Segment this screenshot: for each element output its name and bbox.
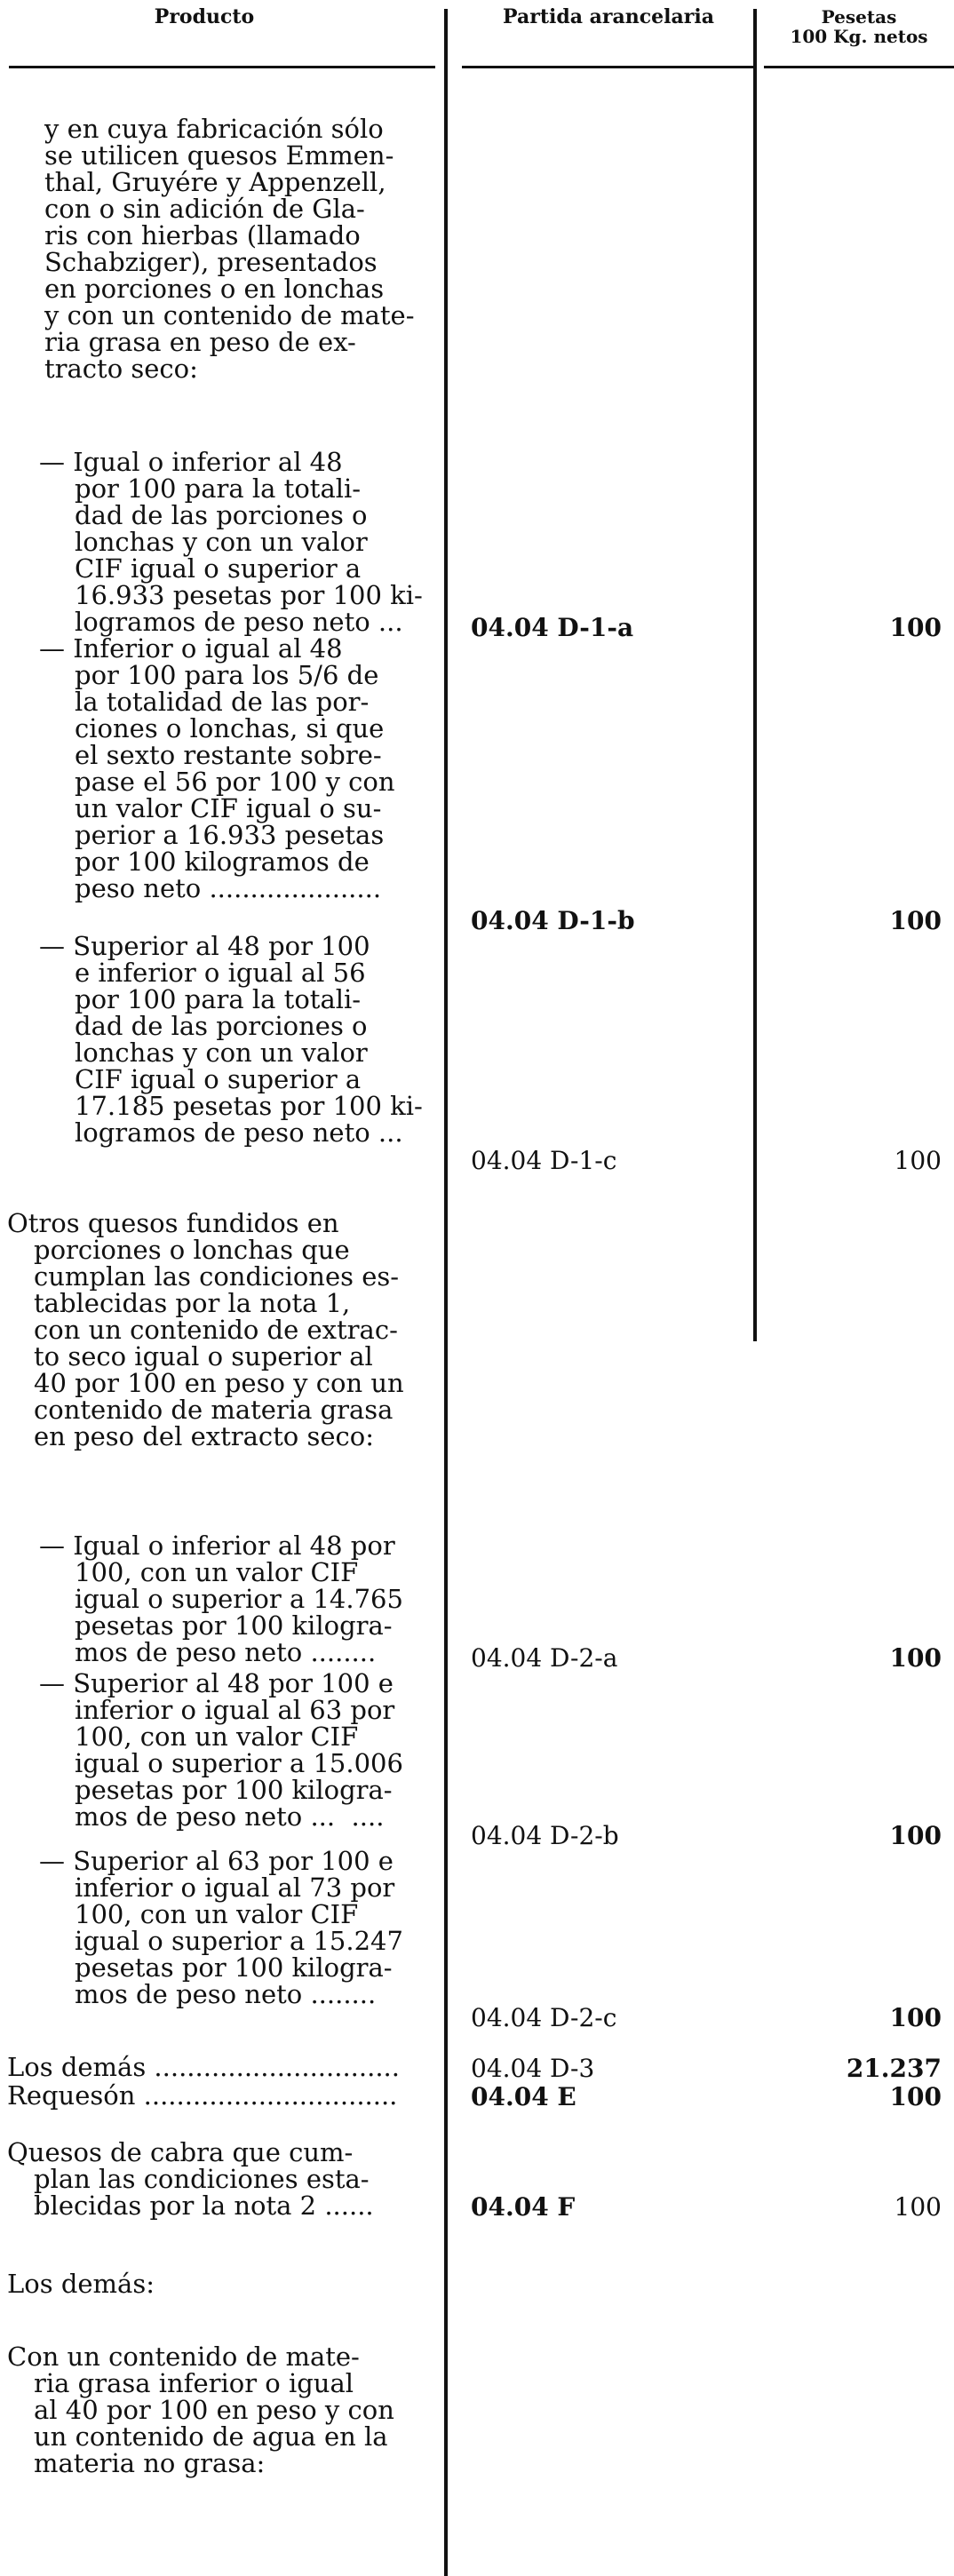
list-item: — Igual o inferior al 48 por 100, con un valor CIF igual o superior a 14.765 pesetas por 100 kilogra- mos de peso neto ........ (39, 1530, 403, 1667)
requeson-row: Requesón ............................... (7, 2080, 398, 2111)
price-value: 100 (889, 2003, 942, 2032)
price-value: 100 (894, 1146, 942, 1175)
price-value: 21.237 (846, 2054, 942, 2083)
tariff-code: 04.04 D-1-b (471, 906, 635, 935)
list-item: — Igual o inferior al 48 por 100 para la totali- dad de las porciones o lonchas y con un valor CIF igual o superior a 16.933 pesetas por 100 ki- logramos de peso neto ... (39, 447, 423, 637)
price-value: 100 (894, 2192, 942, 2222)
header-rule-pesetas (764, 66, 954, 68)
intro-paragraph: y en cuya fabricación sólo se utilicen quesos Emmen- thal, Gruyére y Appenzell, con o sin adición de Gla- ris con hierbas (llamado Schabziger), presentados en porciones o en lonchas y con un contenido de mate- ria grasa en peso de ex- tracto seco: (44, 114, 415, 384)
list-item: — Superior al 48 por 100 e inferior o igual al 63 por 100, con un valor CIF igual o superior a 15.006 pesetas por 100 kilogra- mos de peso neto ... .... (39, 1668, 403, 1832)
price-value: 100 (889, 1643, 942, 1673)
column-header-pesetas (764, 7, 954, 46)
price-value: 100 (889, 906, 942, 935)
price-value: 100 (889, 613, 942, 642)
column-divider-left (444, 9, 448, 2576)
column-header-product: Producto (154, 5, 255, 28)
tariff-code: 04.04 E (471, 2082, 576, 2111)
tariff-code: 04.04 D-2-c (471, 2003, 617, 2032)
los-demas-row: Los demás .............................. (7, 2052, 400, 2082)
cabra-paragraph: Quesos de cabra que cum- plan las condiciones esta- blecidas por la nota 2 ...... (7, 2137, 374, 2221)
price-value: 100 (889, 2082, 942, 2111)
price-value: 100 (889, 1821, 942, 1850)
tariff-code: 04.04 D-2-a (471, 1643, 618, 1673)
tariff-code: 04.04 D-1-c (471, 1146, 617, 1175)
list-item: — Superior al 63 por 100 e inferior o igual al 73 por 100, con un valor CIF igual o superior a 15.247 pesetas por 100 kilogra- mos de peso neto ........ (39, 1846, 403, 2009)
otros-paragraph: Otros quesos fundidos en porciones o lonchas que cumplan las condiciones es- tablecidas por la nota 1, con un contenido de extrac- to seco igual o superior al 40 por 100 en peso y con un contenido de materia grasa en peso del extracto seco: (7, 1208, 404, 1451)
pesetas-label: Pesetas (821, 6, 897, 28)
list-item: — Inferior o igual al 48 por 100 para los 5/6 de la totalidad de las por- ciones o lonchas, si que el sexto restante sobre- pase el 56 por 100 y con un valor CIF igual o su- perior a 16.933 pesetas por 100 kilogramos de peso neto ..................... (39, 633, 395, 903)
tariff-code: 04.04 F (471, 2192, 576, 2222)
header-rule-partida (462, 66, 755, 68)
los-demas-heading: Los demás: (7, 2269, 155, 2299)
column-header-partida: Partida arancelaria (503, 5, 714, 28)
tariff-code: 04.04 D-1-a (471, 613, 634, 642)
header-rule-product (9, 66, 435, 68)
pesetas-unit-label: 100 Kg. netos (790, 26, 928, 47)
column-divider-right (753, 9, 757, 1341)
tariff-code: 04.04 D-3 (471, 2054, 595, 2083)
final-paragraph: Con un contenido de mate- ria grasa inferior o igual al 40 por 100 en peso y con un contenido de agua en la materia no grasa: (7, 2341, 394, 2478)
list-item: — Superior al 48 por 100 e inferior o igual al 56 por 100 para la totali- dad de las porciones o lonchas y con un valor CIF igual o superior a 17.185 pesetas por 100 ki- logramos de peso neto ... (39, 931, 423, 1148)
tariff-code: 04.04 D-2-b (471, 1821, 619, 1850)
